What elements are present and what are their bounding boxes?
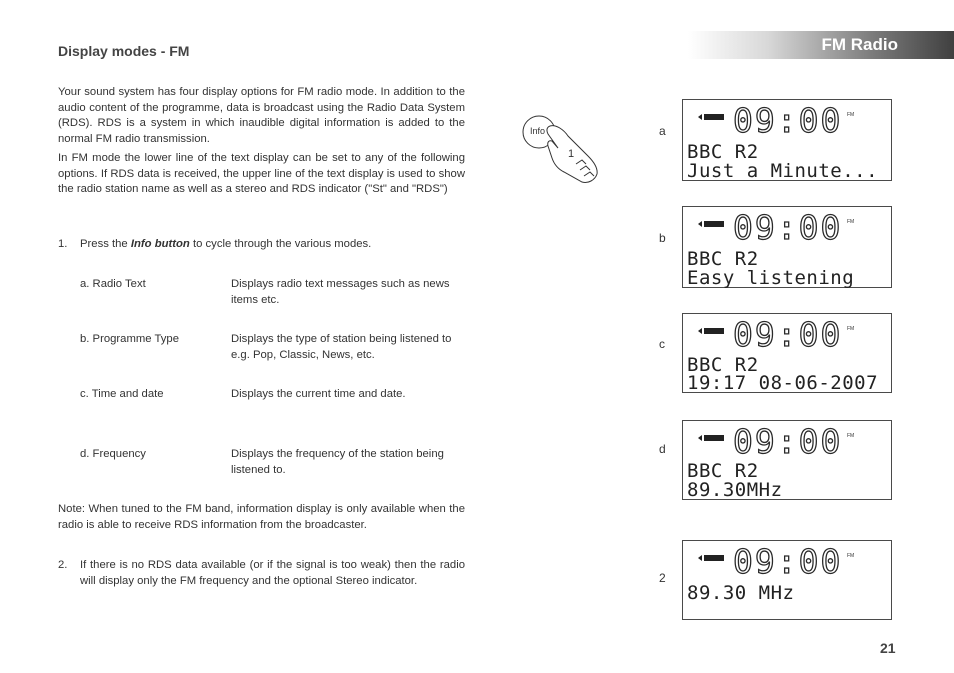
mode-label-d: d. Frequency xyxy=(80,448,146,460)
chapter-title: FM Radio xyxy=(821,35,898,54)
lcd-clock: 09:00 xyxy=(733,208,843,247)
band-indicator: FM xyxy=(847,112,855,118)
step-1 xyxy=(58,237,465,253)
signal-strength-icon xyxy=(698,221,724,227)
display-letter-a: a xyxy=(659,124,666,138)
step-indicator: 1 xyxy=(568,148,575,160)
mode-label-a: a. Radio Text xyxy=(80,278,146,290)
signal-strength-icon xyxy=(698,114,724,120)
lcd-clock: 09:00 xyxy=(733,315,843,354)
band-indicator: FM xyxy=(847,326,855,332)
mode-label-c: c. Time and date xyxy=(80,388,164,400)
info-button-reference: Info button xyxy=(130,238,190,250)
section-title: Display modes - FM xyxy=(58,43,190,59)
lcd-display-programme-type xyxy=(682,206,892,288)
intro-paragraph-2: In FM mode the lower line of the text display can be set to any of the following options. If RDS data is received, the upper line of the text display is used to show the radio station name as well as a stereo and RDS indicator ("St" and "RDS") xyxy=(58,152,465,195)
note-paragraph: Note: When tuned to the FM band, information display is only available when the radio is able to receive RDS information from the broadcaster. xyxy=(58,503,465,531)
lcd-line-1: 89.30 MHz xyxy=(687,582,795,604)
lcd-line-1: BBC R2 xyxy=(687,141,759,163)
display-letter-c: c xyxy=(659,337,665,351)
lcd-display-time-date xyxy=(682,313,892,393)
step-text: If there is no RDS data available (or if the signal is too weak) then the radio will display only the FM frequency and the optional Stereo indicator. xyxy=(80,559,465,587)
band-indicator: FM xyxy=(847,553,855,559)
mode-description-d: Displays the frequency of the station being listened to. xyxy=(231,448,444,476)
signal-strength-icon xyxy=(698,555,724,561)
info-button-illustration xyxy=(518,112,608,187)
mode-description-b: Displays the type of station being listened to e.g. Pop, Classic, News, etc. xyxy=(231,333,452,361)
header-bar xyxy=(688,31,954,59)
page-number: 21 xyxy=(880,640,896,656)
band-indicator: FM xyxy=(847,433,855,439)
mode-label-b: b. Programme Type xyxy=(80,333,179,345)
intro-paragraph-1: Your sound system has four display options for FM radio mode. In addition to the audio content of the programme, data is broadcast using the Radio Data System (RDS). RDS is a system in which inaudible digital information is added to the normal FM radio transmission. xyxy=(58,86,465,145)
lcd-display-frequency xyxy=(682,420,892,500)
lcd-clock: 09:00 xyxy=(733,101,843,140)
display-letter-d: d xyxy=(659,442,666,456)
lcd-clock: 09:00 xyxy=(733,542,843,581)
signal-strength-icon xyxy=(698,328,724,334)
lcd-line-2: 19:17 08-06-2007 xyxy=(687,372,879,394)
lcd-display-no-rds xyxy=(682,540,892,620)
display-letter-b: b xyxy=(659,231,666,245)
pointing-hand-icon xyxy=(518,112,608,187)
mode-description-a: Displays radio text messages such as news items etc. xyxy=(231,278,450,306)
lcd-line-2: Easy listening xyxy=(687,267,855,289)
band-indicator: FM xyxy=(847,219,855,225)
lcd-line-1: BBC R2 xyxy=(687,248,759,270)
step-text-before: Press the xyxy=(80,238,131,250)
info-button-label: Info xyxy=(530,126,546,136)
lcd-line-1: BBC R2 xyxy=(687,460,759,482)
signal-strength-icon xyxy=(698,435,724,441)
mode-description-c: Displays the current time and date. xyxy=(231,388,406,400)
step-2 xyxy=(58,558,465,589)
lcd-line-1: BBC R2 xyxy=(687,354,759,376)
step-number: 2. xyxy=(58,559,68,571)
display-letter-2: 2 xyxy=(659,571,666,585)
lcd-line-2: 89.30MHz xyxy=(687,479,783,501)
lcd-line-2: Just a Minute... xyxy=(687,160,879,182)
lcd-display-radio-text xyxy=(682,99,892,181)
step-text xyxy=(80,237,465,253)
lcd-clock: 09:00 xyxy=(733,422,843,461)
step-text-after: to cycle through the various modes. xyxy=(189,238,372,250)
step-number: 1. xyxy=(58,238,68,250)
